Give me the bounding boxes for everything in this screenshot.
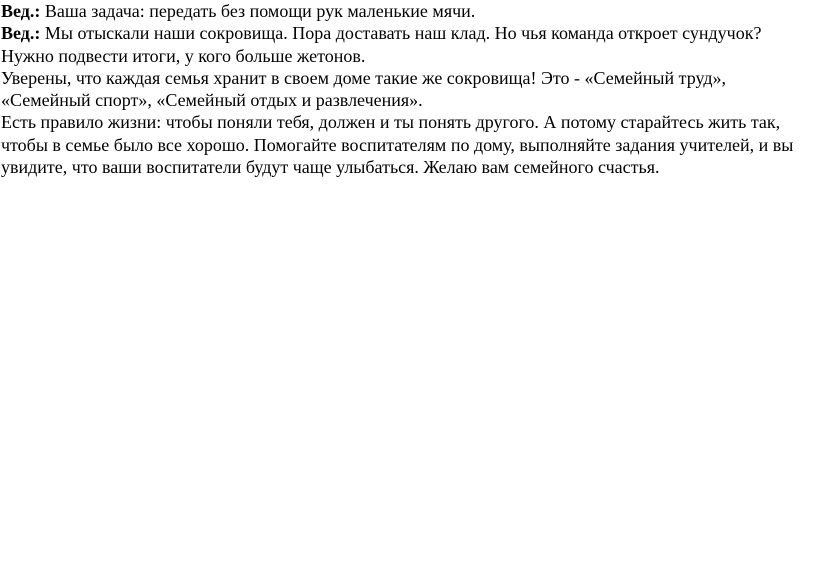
speaker-label: Вед.: bbox=[1, 23, 41, 44]
speaker-label: Вед.: bbox=[1, 1, 41, 21]
paragraph-text: Уверены, что каждая семья хранит в своем доме такие же сокровища! Это - «Семейный труд», «Семейный спорт», «Семейный отдых и развлечения». bbox=[1, 67, 726, 111]
document-body bbox=[1, 0, 801, 178]
paragraph-text: Ваша задача: передать без помощи рук маленькие мячи. bbox=[40, 1, 476, 21]
paragraph-4 bbox=[1, 111, 801, 178]
paragraph-3 bbox=[1, 67, 801, 112]
paragraph-2 bbox=[1, 22, 801, 67]
paragraph-1 bbox=[1, 0, 801, 22]
paragraph-text: Есть правило жизни: чтобы поняли тебя, должен и ты понять другого. А потому старайтесь жить так, чтобы в семье было все хорошо. Помогайте воспитателям по дому, выполняйте задания учителей, и вы увидите, что ваши воспитатели будут чаще улыбаться. Желаю вам семейного счастья. bbox=[1, 112, 794, 178]
paragraph-text: Мы отыскали наши сокровища. Пора доставать наш клад. Но чья команда откроет сундучок? Нужно подвести итоги, у кого больше жетонов. bbox=[1, 23, 762, 66]
